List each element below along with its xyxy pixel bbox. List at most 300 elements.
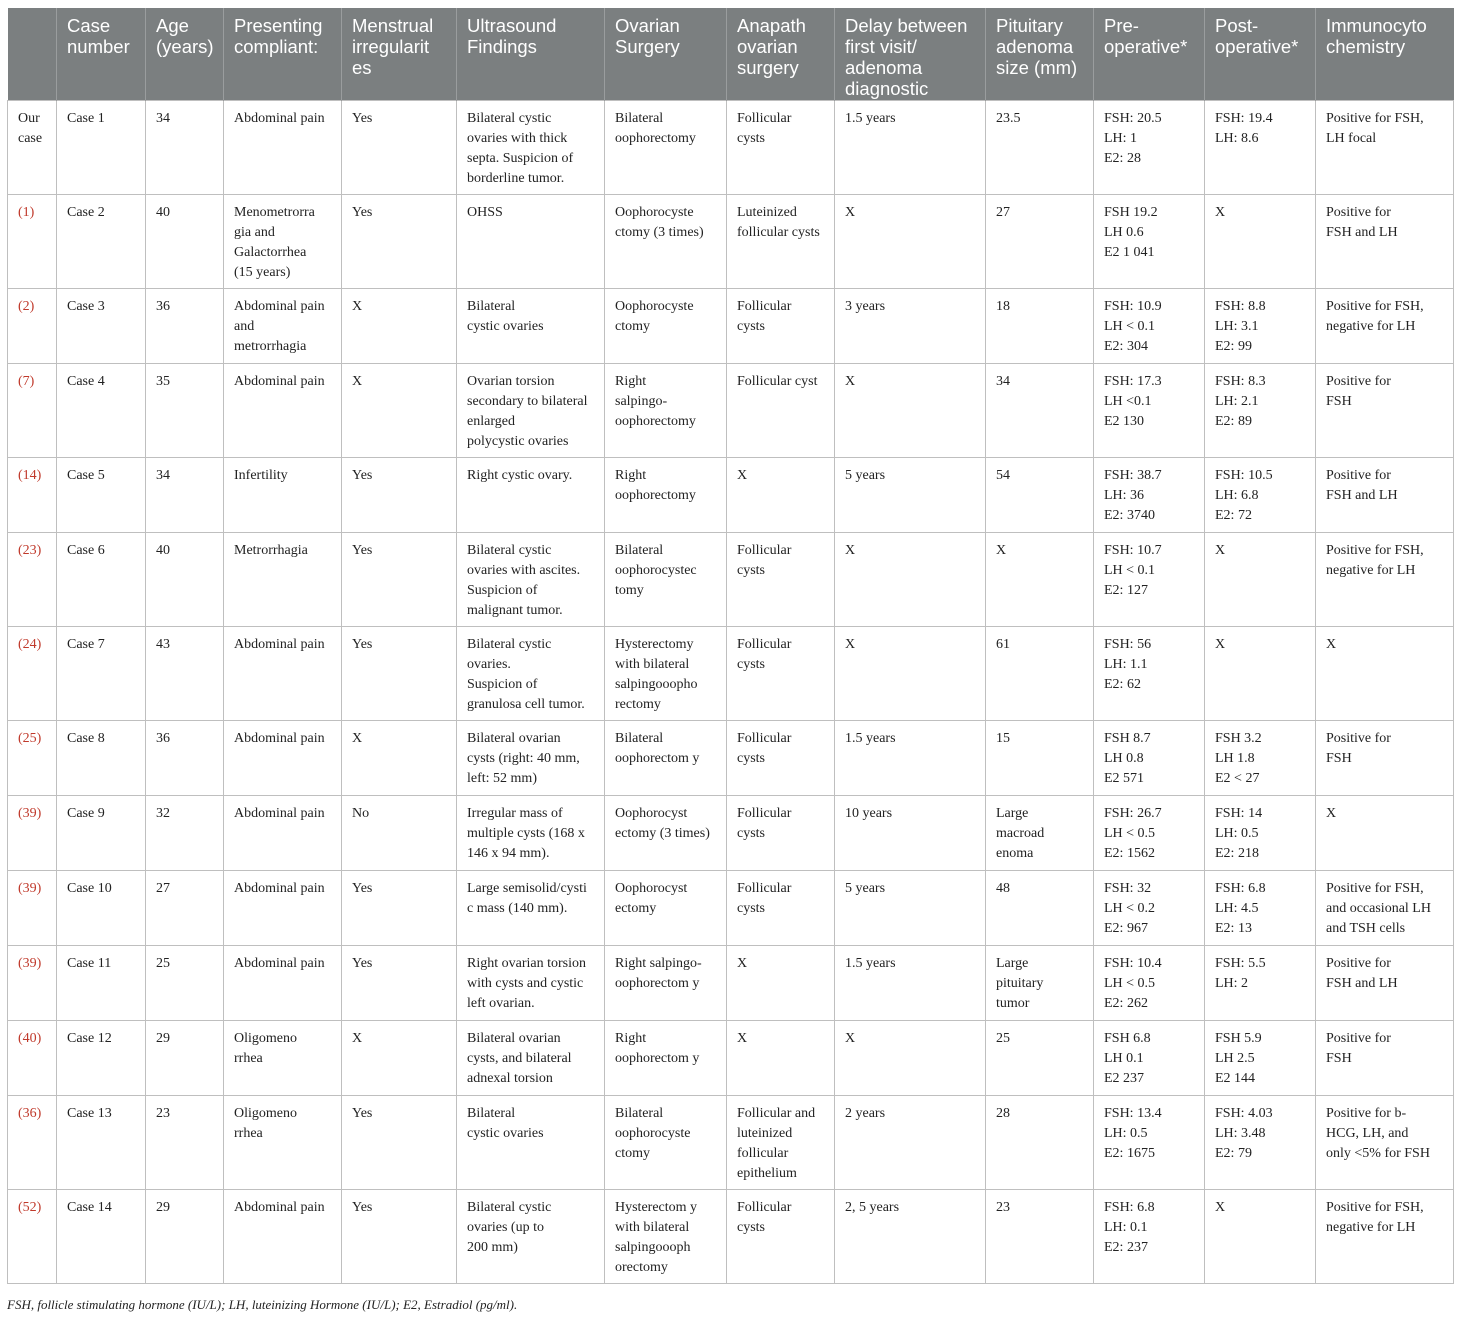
header-line: adenoma [845,57,923,78]
header-line: Ovarian [615,15,680,36]
cell-line: 34 [996,373,1010,389]
reference-text: case [18,130,43,146]
cell-line: Right salpingo- [615,955,702,971]
cell-line: 23 [996,1199,1010,1215]
cell-line: Follicular [737,730,792,746]
cell-case-number [57,363,146,457]
cell-presenting-complaint [224,870,342,945]
cell-line: Yes [352,204,373,220]
cell-pituitary-adenoma-size [986,1189,1094,1283]
cell-age [146,532,224,626]
cell-line: Case 12 [67,1030,112,1046]
cell-line: Yes [352,467,373,483]
cell-line: c mass (140 mm). [467,900,568,916]
cell-age [146,626,224,720]
cell-delay [835,1189,986,1283]
cell-line: oophorectom y [615,750,700,766]
cell-line: Oligomeno [234,1105,297,1121]
reference-text: Our [18,110,40,126]
cell-presenting-complaint [224,288,342,363]
cell-line: FSH: 13.4 [1104,1105,1162,1121]
cell-line: 5 years [845,880,886,896]
cell-line: LH 1.8 [1215,750,1255,766]
cell-line: Hysterectomy [615,636,694,652]
cell-reference [8,945,57,1020]
cell-line: with cysts and cystic [467,975,584,991]
cell-line: No [352,805,370,821]
cell-line: oophorectom y [615,975,700,991]
cell-line: FSH 3.2 [1215,730,1262,746]
cell-line: and occasional LH [1326,900,1431,916]
header-reference [8,8,57,100]
cell-line: Ovarian torsion [467,373,555,389]
cell-line: Positive for [1326,467,1391,483]
cell-line: X [352,1030,363,1046]
header-line: Pituitary [996,15,1063,36]
cell-line: X [845,542,856,558]
header-pre-operative [1094,8,1205,100]
header-line: Immunocyto [1326,15,1427,36]
cell-line: FSH: 14 [1215,805,1263,821]
reference-link[interactable]: (39) [18,805,42,821]
cell-line: negative for LH [1326,562,1416,578]
header-line: Age [156,15,189,36]
cell-menstrual-irregularities [342,532,457,626]
cell-line: 61 [996,636,1010,652]
cell-presenting-complaint [224,457,342,532]
header-line: es [352,57,372,78]
cell-line: cysts, and bilateral [467,1050,572,1066]
cell-line: LH < 0.2 [1104,900,1156,916]
cell-line: left ovarian. [467,995,535,1011]
cell-line: Bilateral [615,542,664,558]
cell-line: Right ovarian torsion [467,955,586,971]
cell-line: 1.5 years [845,110,896,126]
cell-line: E2: 262 [1104,995,1148,1011]
cell-line: LH: 1.1 [1104,656,1148,672]
cell-line: 2 years [845,1105,886,1121]
cell-line: Positive for FSH, [1326,298,1424,314]
header-line: ovarian [737,36,798,57]
cell-immunocytochemistry [1316,945,1454,1020]
cell-line: 40 [156,542,170,558]
reference-link[interactable]: (14) [18,467,42,483]
cell-line: FSH: 4.03 [1215,1105,1273,1121]
cell-line: Follicular [737,636,792,652]
reference-link[interactable]: (2) [18,298,35,314]
cell-line: Menometrorra [234,204,315,220]
cell-presenting-complaint [224,532,342,626]
cell-pituitary-adenoma-size [986,945,1094,1020]
cell-line: E2: 62 [1104,676,1141,692]
cell-reference [8,194,57,288]
cell-line: FSH and LH [1326,975,1398,991]
cell-line: X [1215,542,1226,558]
cell-presenting-complaint [224,1189,342,1283]
cell-line: 29 [156,1199,170,1215]
cell-line: Positive for b- [1326,1105,1407,1121]
reference-link[interactable]: (52) [18,1199,42,1215]
reference-link[interactable]: (1) [18,204,35,220]
cell-line: Bilateral cystic [467,110,552,126]
cell-line: X [1215,204,1226,220]
cell-post-operative [1205,194,1316,288]
cell-line: Bilateral cystic [467,636,552,652]
header-line: irregularit [352,36,430,57]
cell-delay [835,945,986,1020]
cell-line: Bilateral ovarian [467,730,561,746]
cell-line: FSH 5.9 [1215,1030,1262,1046]
header-line: chemistry [1326,36,1406,57]
cell-menstrual-irregularities [342,870,457,945]
table-row [8,532,1454,626]
cell-line: cysts (right: 40 mm, [467,750,580,766]
header-line: Menstrual [352,15,434,36]
cell-ultrasound-findings [457,363,605,457]
cell-immunocytochemistry [1316,100,1454,194]
reference-link[interactable]: (23) [18,542,42,558]
cell-pituitary-adenoma-size [986,1095,1094,1189]
cell-line: FSH [1326,750,1352,766]
cell-reference [8,626,57,720]
cell-line: FSH: 8.3 [1215,373,1266,389]
cell-line: FSH: 6.8 [1215,880,1266,896]
cell-delay [835,795,986,870]
cell-line: Positive for FSH, [1326,1199,1424,1215]
cell-anapath-ovarian-surgery [727,1020,835,1095]
table-row [8,288,1454,363]
cell-line: enoma [996,845,1034,861]
cell-anapath-ovarian-surgery [727,457,835,532]
cell-line: Infertility [234,467,288,483]
header-line: Delay between [845,15,968,36]
cell-line: Large semisolid/cysti [467,880,587,896]
cell-line: 5 years [845,467,886,483]
cell-anapath-ovarian-surgery [727,870,835,945]
cell-line: 18 [996,298,1010,314]
cell-line: Case 4 [67,373,105,389]
cell-line: Oophorocyst [615,805,688,821]
cell-line: secondary to bilateral [467,393,588,409]
cell-immunocytochemistry [1316,870,1454,945]
cell-line: Large [996,955,1029,971]
cell-line: E2: 99 [1215,338,1252,354]
cell-line: 36 [156,298,170,314]
cell-ovarian-surgery [605,457,727,532]
cell-line: Follicular cyst [737,373,818,389]
cell-line: cysts [737,656,765,672]
cell-delay [835,457,986,532]
cell-line: Right [615,1030,647,1046]
cell-line: FSH [1326,393,1352,409]
cell-line: oophorectom y [615,1050,700,1066]
cell-line: Right [615,467,647,483]
cell-line: with bilateral [615,656,690,672]
cell-line: Metrorrhagia [234,542,308,558]
cell-immunocytochemistry [1316,457,1454,532]
cell-line: cysts [737,318,765,334]
cell-line: ovaries with thick [467,130,568,146]
cell-line: 2, 5 years [845,1199,900,1215]
cell-line: rectomy [615,696,661,712]
cell-menstrual-irregularities [342,194,457,288]
header-line: adenoma [996,36,1074,57]
header-menstrual-irregularities [342,8,457,100]
cell-line: X [845,1030,856,1046]
cell-line: oophorectomy [615,487,696,503]
cell-line: Positive for [1326,955,1391,971]
cell-delay [835,1095,986,1189]
cell-ultrasound-findings [457,626,605,720]
reference-link[interactable]: (39) [18,880,42,896]
cell-line: LH: 8.6 [1215,130,1259,146]
cell-pre-operative [1094,1095,1205,1189]
cell-line: Positive for [1326,730,1391,746]
cell-line: ectomy (3 times) [615,825,710,841]
cell-line: Case 1 [67,110,105,126]
header-line: Case [67,15,111,36]
cell-line: X [1215,1199,1226,1215]
reference-link[interactable]: (40) [18,1030,42,1046]
cell-line: Bilateral cystic [467,542,552,558]
cell-line: FSH: 10.4 [1104,955,1162,971]
cell-ovarian-surgery [605,194,727,288]
cell-line: X [737,955,748,971]
cell-line: Yes [352,1105,373,1121]
cell-menstrual-irregularities [342,288,457,363]
cell-menstrual-irregularities [342,1020,457,1095]
cell-immunocytochemistry [1316,1095,1454,1189]
cell-line: FSH and LH [1326,224,1398,240]
cell-line: OHSS [467,204,503,220]
cell-line: Yes [352,880,373,896]
cell-line: malignant tumor. [467,602,563,618]
cell-line: E2: 218 [1215,845,1259,861]
cell-menstrual-irregularities [342,1189,457,1283]
cell-ultrasound-findings [457,1189,605,1283]
cell-age [146,457,224,532]
cell-line: Oophorocyste [615,298,694,314]
cell-age [146,363,224,457]
cell-line: E2: 967 [1104,920,1148,936]
cell-delay [835,870,986,945]
cell-line: X [352,298,363,314]
header-age [146,8,224,100]
cell-line: Right cystic ovary. [467,467,573,483]
reference-link[interactable]: (7) [18,373,35,389]
cell-line: Abdominal pain [234,730,325,746]
cell-ovarian-surgery [605,288,727,363]
cell-line: 35 [156,373,170,389]
cell-line: Bilateral [467,1105,516,1121]
header-line: Ultrasound [467,15,557,36]
cell-line: cysts [737,750,765,766]
cell-line: FSH: 5.5 [1215,955,1266,971]
header-line: Anapath [737,15,806,36]
cell-line: LH 2.5 [1215,1050,1255,1066]
cell-immunocytochemistry [1316,194,1454,288]
cell-line: Suspicion of [467,582,538,598]
cell-line: cysts [737,130,765,146]
cell-post-operative [1205,720,1316,795]
cell-case-number [57,194,146,288]
cell-line: FSH: 17.3 [1104,373,1162,389]
cell-presenting-complaint [224,194,342,288]
reference-link[interactable]: (25) [18,730,42,746]
cell-line: E2 571 [1104,770,1145,786]
cell-case-number [57,532,146,626]
cell-post-operative [1205,100,1316,194]
cell-line: E2: 3740 [1104,507,1155,523]
cell-line: Case 13 [67,1105,112,1121]
cell-line: macroad [996,825,1045,841]
cell-ovarian-surgery [605,720,727,795]
reference-link[interactable]: (24) [18,636,42,652]
cell-presenting-complaint [224,363,342,457]
header-line: Presenting [234,15,323,36]
cell-line: Bilateral [615,730,664,746]
cell-line: Abdominal pain [234,1199,325,1215]
cell-immunocytochemistry [1316,720,1454,795]
cell-line: Abdominal pain [234,805,325,821]
cell-ultrasound-findings [457,1095,605,1189]
cell-line: FSH [1326,1050,1352,1066]
cell-age [146,1095,224,1189]
cell-line: Follicular [737,805,792,821]
cell-line: FSH 6.8 [1104,1030,1151,1046]
cell-menstrual-irregularities [342,100,457,194]
cell-line: LH: 0.1 [1104,1219,1148,1235]
cell-menstrual-irregularities [342,626,457,720]
cell-line: E2 1 041 [1104,244,1155,260]
reference-link[interactable]: (36) [18,1105,42,1121]
cell-line: E2: 304 [1104,338,1148,354]
cell-menstrual-irregularities [342,945,457,1020]
header-post-operative [1205,8,1316,100]
cell-line: Yes [352,955,373,971]
cell-presenting-complaint [224,1020,342,1095]
header-line: operative* [1104,36,1188,57]
cell-line: 3 years [845,298,886,314]
cell-case-number [57,870,146,945]
cell-line: Oophorocyste [615,204,694,220]
cell-line: Case 14 [67,1199,112,1215]
header-line: number [67,36,130,57]
cell-anapath-ovarian-surgery [727,363,835,457]
header-ovarian-surgery [605,8,727,100]
cell-line: Bilateral [615,1105,664,1121]
cell-ovarian-surgery [605,532,727,626]
cell-line: Follicular [737,298,792,314]
cell-post-operative [1205,945,1316,1020]
cell-line: LH: 36 [1104,487,1145,503]
cell-age [146,1020,224,1095]
cell-case-number [57,1020,146,1095]
cell-line: FSH 19.2 [1104,204,1158,220]
cell-line: HCG, LH, and [1326,1125,1409,1141]
cell-age [146,194,224,288]
cell-line: FSH 8.7 [1104,730,1151,746]
cell-line: LH <0.1 [1104,393,1152,409]
cell-line: X [845,373,856,389]
cell-line: Follicular and [737,1105,816,1121]
cell-line: 27 [996,204,1010,220]
cell-line: oophorocystec [615,562,697,578]
cell-line: ovaries with ascites. [467,562,581,578]
cell-ovarian-surgery [605,1020,727,1095]
cell-ovarian-surgery [605,1189,727,1283]
cell-line: E2 < 27 [1215,770,1260,786]
cell-reference [8,288,57,363]
cell-line: Galactorrhea [234,244,307,260]
cell-line: negative for LH [1326,1219,1416,1235]
cell-line: ctomy [615,318,650,334]
cell-case-number [57,720,146,795]
cell-line: E2: 79 [1215,1145,1252,1161]
cell-line: LH: 0.5 [1215,825,1259,841]
cell-line: X [1215,636,1226,652]
cell-line: follicular cysts [737,224,820,240]
cell-presenting-complaint [224,100,342,194]
cell-line: multiple cysts (168 x [467,825,585,841]
cell-immunocytochemistry [1316,532,1454,626]
cell-line: Right [615,373,647,389]
cell-line: Abdominal pain [234,373,325,389]
cell-anapath-ovarian-surgery [727,100,835,194]
cell-line: 43 [156,636,170,652]
cell-case-number [57,795,146,870]
reference-link[interactable]: (39) [18,955,42,971]
cell-line: orectomy [615,1259,668,1275]
cell-line: salpingo- [615,393,668,409]
cell-line: oophorocyste [615,1125,691,1141]
cell-presenting-complaint [224,795,342,870]
cell-line: epithelium [737,1165,797,1181]
cell-line: and TSH cells [1326,920,1406,936]
cell-line: cysts [737,562,765,578]
table-row [8,945,1454,1020]
cell-case-number [57,457,146,532]
cell-line: cysts [737,825,765,841]
cell-line: follicular [737,1145,789,1161]
cell-line: FSH: 38.7 [1104,467,1162,483]
cell-anapath-ovarian-surgery [727,194,835,288]
cell-age [146,720,224,795]
cell-pre-operative [1094,795,1205,870]
cell-pre-operative [1094,363,1205,457]
cell-line: left: 52 mm) [467,770,537,786]
cell-line: FSH: 8.8 [1215,298,1266,314]
header-row [8,8,1454,100]
cell-line: X [737,1030,748,1046]
cell-line: Case 6 [67,542,105,558]
table-row [8,1189,1454,1283]
cell-line: Positive for [1326,1030,1391,1046]
cell-line: Positive for FSH, [1326,880,1424,896]
cell-line: E2: 1562 [1104,845,1155,861]
cell-line: enlarged [467,413,515,429]
cell-reference [8,363,57,457]
cell-line: (15 years) [234,264,291,280]
cell-pre-operative [1094,100,1205,194]
cell-line: X [996,542,1007,558]
cell-line: cystic ovaries [467,1125,544,1141]
table-row [8,720,1454,795]
cell-anapath-ovarian-surgery [727,1189,835,1283]
cell-ultrasound-findings [457,457,605,532]
header-anapath-ovarian-surgery [727,8,835,100]
cell-line: Oophorocyst [615,880,688,896]
